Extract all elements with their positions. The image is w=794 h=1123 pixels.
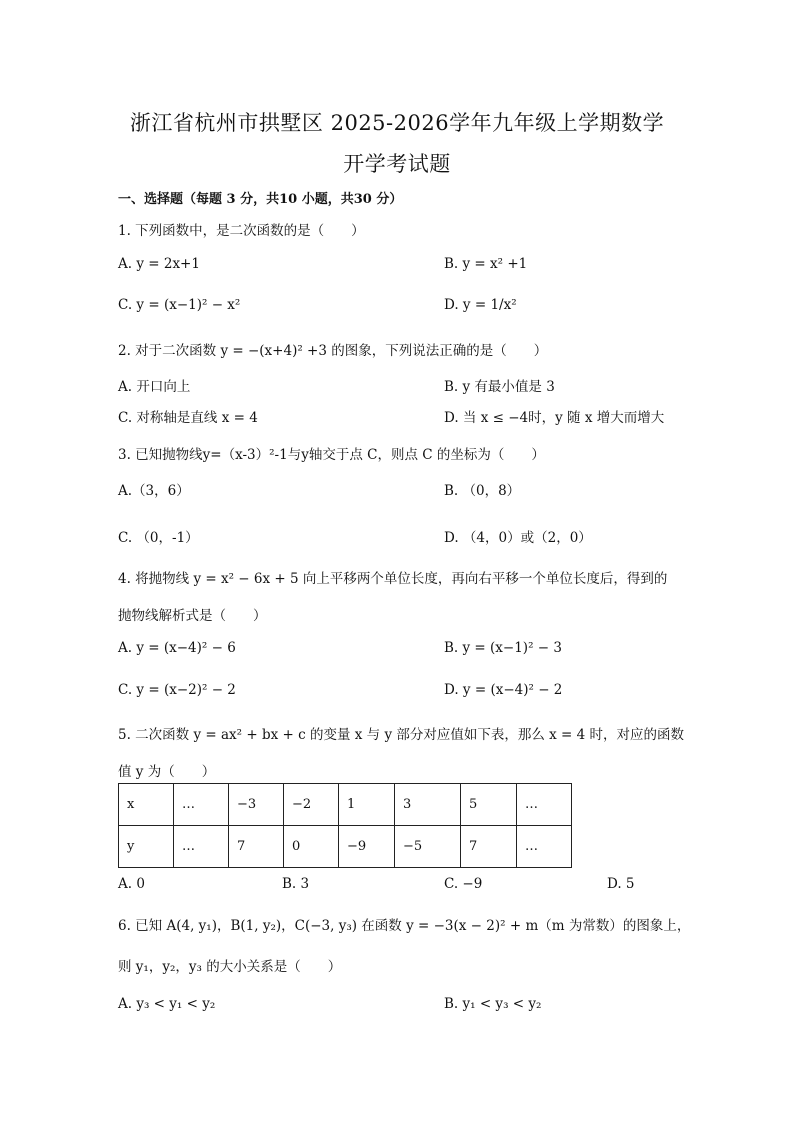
question-5-option-b: B. 3 <box>282 876 310 892</box>
question-6-option-a: A. y₃ < y₁ < y₂ <box>118 996 216 1012</box>
question-4-stem-line2: 抛物线解析式是（ ） <box>118 608 267 624</box>
table-cell: … <box>517 784 572 826</box>
question-2-option-a: A. 开口向上 <box>118 379 191 395</box>
question-3-option-d: D. （4，0）或（2，0） <box>444 530 592 546</box>
question-5-option-c: C. −9 <box>444 876 483 892</box>
table-cell: −9 <box>339 826 395 868</box>
question-3-option-a: A.（3，6） <box>118 483 190 499</box>
table-cell: −3 <box>229 784 284 826</box>
table-row-x <box>119 784 572 826</box>
question-4-option-c: C. y = (x−2)² − 2 <box>118 682 236 698</box>
question-2-option-c: C. 对称轴是直线 x = 4 <box>118 410 258 426</box>
table-cell: … <box>174 784 229 826</box>
question-6-option-b: B. y₁ < y₃ < y₂ <box>444 996 542 1012</box>
question-3-stem: 3. 已知抛物线y=（x-3）²-1与y轴交于点 C，则点 C 的坐标为（ ） <box>118 447 545 463</box>
table-cell: x <box>119 784 174 826</box>
question-2-option-b: B. y 有最小值是 3 <box>444 379 555 395</box>
table-cell: 7 <box>229 826 284 868</box>
exam-title-line1: 浙江省杭州市拱墅区 2025-2026学年九年级上学期数学 <box>129 111 665 135</box>
table-cell: … <box>517 826 572 868</box>
table-cell: 5 <box>461 784 517 826</box>
question-1-option-d: D. y = 1/x² <box>444 297 517 313</box>
question-3-option-c: C. （0，-1） <box>118 530 199 546</box>
question-4-option-a: A. y = (x−4)² − 6 <box>118 640 236 656</box>
section-heading: 一、选择题（每题 3 分，共10 小题，共30 分） <box>118 192 403 207</box>
table-cell: 1 <box>339 784 395 826</box>
question-6-stem-line2: 则 y₁，y₂，y₃ 的大小关系是（ ） <box>118 959 342 975</box>
question-1-option-a: A. y = 2x+1 <box>118 256 200 272</box>
question-5-stem-line2: 值 y 为（ ） <box>118 764 216 780</box>
table-cell: 3 <box>395 784 461 826</box>
table-cell: −5 <box>395 826 461 868</box>
table-cell: −2 <box>284 784 339 826</box>
table-cell: 0 <box>284 826 339 868</box>
question-4-option-d: D. y = (x−4)² − 2 <box>444 682 563 698</box>
question-4-stem-line1: 4. 将抛物线 y = x² − 6x + 5 向上平移两个单位长度，再向右平移一个单位长度后，得到的 <box>118 571 668 587</box>
question-1-option-b: B. y = x² +1 <box>444 256 528 272</box>
question-5-option-d: D. 5 <box>607 876 635 892</box>
question-5-stem-line1: 5. 二次函数 y = ax² + bx + c 的变量 x 与 y 部分对应值如下表，那么 x = 4 时，对应的函数 <box>118 727 685 743</box>
table-cell: y <box>119 826 174 868</box>
question-3-option-b: B. （0，8） <box>444 483 521 499</box>
question-2-option-d: D. 当 x ≤ −4时，y 随 x 增大而增大 <box>444 410 665 426</box>
question-1-stem: 1. 下列函数中，是二次函数的是（ ） <box>118 223 365 239</box>
question-4-option-b: B. y = (x−1)² − 3 <box>444 640 562 656</box>
value-table <box>118 783 572 868</box>
question-1-option-c: C. y = (x−1)² − x² <box>118 297 241 313</box>
exam-title-line2: 开学考试题 <box>343 152 451 176</box>
table-row-y <box>119 826 572 868</box>
table-cell: … <box>174 826 229 868</box>
question-6-stem-line1: 6. 已知 A(4, y₁)，B(1, y₂)，C(−3, y₃) 在函数 y = −3(x − 2)² + m（m 为常数）的图象上， <box>118 918 691 934</box>
question-2-stem: 2. 对于二次函数 y = −(x+4)² +3 的图象，下列说法正确的是（ ） <box>118 343 548 359</box>
question-5-option-a: A. 0 <box>118 876 145 892</box>
table-cell: 7 <box>461 826 517 868</box>
